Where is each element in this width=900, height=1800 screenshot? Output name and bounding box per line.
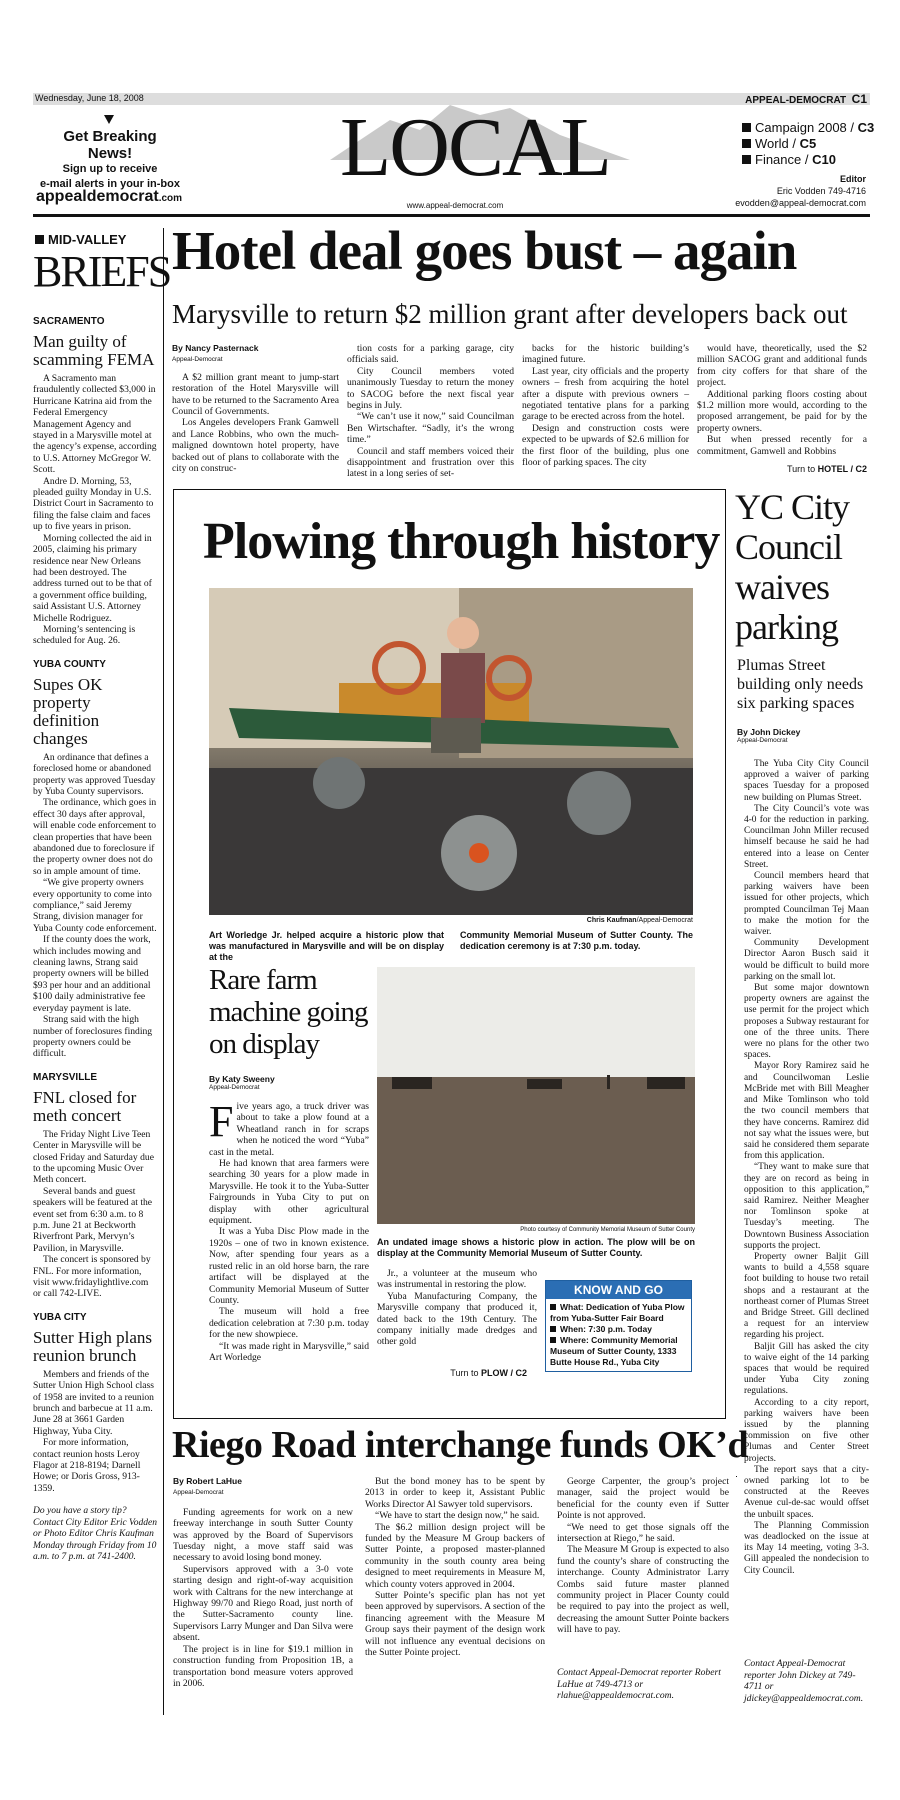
bullet-square-icon: [550, 1326, 556, 1332]
hotel-paragraph: “We can’t use it now,” said Councilman Ben Wirtschafter. “Sadly, it’s the wrong time.”: [347, 411, 514, 446]
plow-photo: [209, 588, 693, 915]
know-and-go-label: Where:: [560, 1335, 592, 1345]
index-page: C5: [799, 136, 817, 151]
index-label: Finance /: [755, 152, 809, 167]
brief-item: [33, 1312, 157, 1494]
riego-paragraph: Funding agreements for work on a new freeway interchange in south Sutter County was approved by the Board of Supervisors Tuesday night, a move staff said was necessary to avoid losing bond money.: [173, 1506, 353, 1564]
yc-paragraph: The Yuba City City Council approved a waiver of parking spaces Tuesday for a proposed new building on Plumas Street.: [744, 759, 869, 803]
hotel-paragraph: Design and construction costs were expected to be upwards of $2.6 million for the first floor of the building, plus one floor of parking spaces. The city: [522, 422, 689, 469]
riego-paragraph: The $6.2 million design project will be funded by the Measure M Group backers of Sutter Pointe, a proposed master-planned community in the south county area being designed to meet requirements in Measure M, which county voters approved in 2004.: [365, 1521, 545, 1590]
page-number: C1: [851, 92, 867, 106]
hotel-paragraph: A $2 million grant meant to jump-start restoration of the Hotel Marysville will have to be returned to the Sacramento Area Council of Governments.: [172, 371, 339, 418]
riego-byline: By Robert LaHue Appeal-Democrat: [173, 1476, 353, 1499]
breaking-news-promo: [40, 128, 180, 192]
story-tip-note: Do you have a story tip? Contact City Editor Eric Vodden or Photo Editor Chris Kaufman Monday through Friday from 10 a.m. to 7 p.m. at 741-2400.: [33, 1506, 158, 1563]
yc-paragraph: The City Council’s vote was 4-0 for the reduction in parking. Councilman John Miller recused himself because he said he had entered into a lease on Center Street.: [744, 803, 869, 870]
bullet-square-icon: [550, 1337, 556, 1343]
editor-info: [726, 173, 866, 209]
index-label: Campaign 2008 /: [755, 120, 855, 135]
brief-paragraph: The Friday Night Live Teen Center in Marysville will be closed Friday and Saturday due to the upcoming Music Over Meth concert.: [33, 1128, 154, 1186]
brief-headline: Sutter High plans reunion brunch: [33, 1327, 152, 1365]
section-title: LOCAL: [340, 101, 610, 194]
hotel-col-4: [697, 343, 867, 457]
brief-paragraph: “We give property owners every opportunity to come into compliance,” said Jeremy Strang, division manager for Yuba County code enforcement.: [33, 877, 157, 934]
riego-paragraph: But the bond money has to be spent by 2013 in order to keep it, Assistant Public Works Director Al Sawyer told supervisors.: [365, 1476, 545, 1510]
hotel-deck: Marysville to return $2 million grant after developers back out: [172, 299, 848, 329]
plow-paragraph: He had known that area farmers were searching 30 years for a plow made in Marysville. He took it to the Yuba-Sutter Fairgrounds in Yuba City to put on display with other agricultural equipment.: [209, 1158, 369, 1227]
bullet-square-icon: [742, 139, 751, 148]
know-and-go-text: Dedication of Yuba Plow from Yuba-Sutter Fair Board: [550, 1302, 685, 1323]
byline-org: Appeal-Democrat: [209, 1084, 260, 1091]
brief-headline: FNL closed for meth concert: [33, 1087, 137, 1125]
jump-target: PLOW / C2: [480, 1368, 527, 1378]
editor-name: Eric Vodden 749-4716: [776, 186, 866, 196]
drop-cap: F: [209, 1097, 234, 1146]
briefs-kicker: [35, 232, 126, 247]
hotel-col-1: [172, 343, 339, 474]
index-item: [742, 152, 874, 168]
brief-paragraph: Several bands and guest speakers will be featured at the event set from 6:30 a.m. to 8 p.m. June 21 at Beckworth Riverfront Park, Mervyn’s Pavilion, in Marysville.: [33, 1185, 153, 1254]
hotel-paragraph: would have, theoretically, used the $2 million SACOG grant and additional funds from city coffers for that share of the project.: [697, 343, 867, 389]
hotel-paragraph: City Council members voted unanimously Tuesday to return the money to SACOG before the next fiscal year begins in July.: [347, 365, 514, 412]
plow-jump: [377, 1368, 527, 1378]
hotel-headline: Hotel deal goes bust – again: [172, 220, 797, 281]
plow-caption-right: Community Memorial Museum of Sutter County. The dedication ceremony is at 7:30 p.m. today.: [460, 930, 693, 951]
yc-headline: YC City Council waives parking: [735, 487, 850, 647]
know-and-go-label: What:: [560, 1302, 586, 1312]
hotel-col-3: [522, 343, 689, 468]
brief-paragraph: The concert is sponsored by FNL. For more information, visit www.fridaylightlive.com or call 742-LIVE.: [33, 1254, 151, 1300]
brief-item: [33, 659, 157, 1060]
plow-continued: [377, 1268, 537, 1348]
bullet-square-icon: [742, 155, 751, 164]
plow-byline: By Katy Sweeny Appeal-Democrat: [209, 1074, 369, 1091]
plow-paragraph: Yuba Manufacturing Company, the Marysville company that produced it, dated back to the 19th Century. The company initially made dredges and other gold: [377, 1290, 537, 1348]
know-and-go-text: 7:30 p.m. Today: [588, 1324, 652, 1334]
briefs-kicker-text: MID-VALLEY: [48, 232, 127, 247]
issue-date: Wednesday, June 18, 2008: [35, 93, 144, 103]
bullet-square-icon: [742, 123, 751, 132]
hotel-col-2: [347, 343, 514, 480]
brief-location: SACRAMENTO: [33, 316, 105, 327]
brief-paragraph: For more information, contact reunion hosts Leroy Flagor at 218-8194; Darnell Howe; or Doris Gross, 913-1359.: [33, 1437, 141, 1494]
hotel-paragraph: tion costs for a parking garage, city officials said.: [347, 343, 514, 366]
page-folio: [745, 92, 867, 106]
riego-paragraph: “We have to start the design now,” he said.: [375, 1510, 540, 1522]
riego-paragraph: “We need to get those signals off the intersection at Riego,” he said.: [557, 1521, 729, 1545]
brief-paragraph: If the county does the work, which includes mowing and cleaning lawns, Strang said property owners will be billed $93 per hour and an additional $100 daily administrative fee everyday payment is late.: [33, 934, 151, 1014]
know-and-go-item: [550, 1302, 687, 1324]
index-label: World /: [755, 136, 796, 151]
yc-paragraph: But some major downtown property owners are against the use permit for the project which proposes a Subway restaurant for one of the three units. There were no plans for the other two spaces.: [744, 983, 869, 1061]
hotel-paragraph: Additional parking floors costing about $1.2 million more would, according to the proposed arrangement, be paid for by the property owners.: [697, 388, 867, 434]
index-item: [742, 136, 874, 152]
brief-paragraph: Andre D. Morning, 53, pleaded guilty Monday in U.S. District Court in Sacramento to filing the false claim and faces up to five years in prison.: [33, 475, 154, 533]
riego-headline: Riego Road interchange funds OK’d: [172, 1424, 749, 1466]
riego-col-2: [365, 1476, 545, 1659]
plow-paragraph: Jr., a volunteer at the museum who was instrumental in restoring the plow.: [377, 1268, 537, 1291]
yc-paragraph: Baljit Gill has asked the city to waive eight of the 14 parking spaces that would be required under Yuba City zoning regulations.: [744, 1341, 869, 1397]
know-and-go-box: [545, 1280, 692, 1372]
yc-paragraph: Property owner Baljit Gill wants to build a 4,558 square foot building to house two retail shops and a restaurant at the northeast corner of Plumas Street and Bridge Street. Gill declined a request for an interview regarding his project.: [744, 1251, 869, 1341]
plow-headline: Plowing through history: [203, 513, 720, 570]
plow-paragraph: “It was made right in Marysville,” said Art Worledge: [209, 1340, 369, 1363]
yc-contact: Contact Appeal-Democrat reporter John Dickey at 749-4711 or jdickey@appealdemocrat.com.: [744, 1658, 864, 1704]
yc-paragraph: Council members heard that parking waivers have been issued for other projects, which prompted Councilman Tej Maan to make the motion for the waiver.: [744, 871, 869, 938]
arrow-down-icon: [104, 115, 114, 124]
index-page: C3: [857, 120, 875, 135]
yc-paragraph: Mayor Rory Ramirez said he and Councilwoman Leslie McBride met with Bill Meagher and Mike Tomlinson who told the two council members that they have concerns. Ramirez did not say what the issues were, but said he considered them separate from this application.: [744, 1061, 869, 1162]
brief-paragraph: Morning’s sentencing is scheduled for Aug. 26.: [33, 623, 136, 647]
editor-title: Editor: [840, 174, 866, 184]
brand-suffix: .com: [158, 193, 183, 204]
hotel-jump: [697, 464, 867, 474]
section-index: [742, 120, 874, 168]
yc-paragraph: “They want to make sure that they are on record as being in opposition to this application,” said Ramirez. Neither Meagher nor Tomlinson spoke at Tuesday’s meeting. The Downtown Business Association supports the project.: [744, 1162, 869, 1251]
riego-col-1: [173, 1476, 353, 1689]
hotel-paragraph: Los Angeles developers Frank Gamwell and Lance Robbins, who own the much-maligned downtown hotel property, have backed out of plans to collaborate with the city on construc-: [172, 417, 339, 475]
promo-title: Get Breaking News!: [63, 128, 157, 162]
plow-lead: ive years ago, a truck driver was about to take a plow found at a Wheatland ranch in for scraps when he noticed the word “Yuba” cast in the metal.: [209, 1101, 369, 1158]
paper-name: APPEAL-DEMOCRAT: [745, 95, 847, 106]
promo-line-2: e-mail alerts in your in-box: [40, 178, 180, 190]
editor-email: evodden@appeal-democrat.com: [735, 198, 866, 208]
plow-paragraph: It was a Yuba Disc Plow made in the 1920s – one of two in known existence. Now, after spending four years as a rusted relic in an old horse barn, the rare artifact will be displayed at the Community Memorial Museum of Sutter County.: [209, 1226, 369, 1306]
brief-location: MARYSVILLE: [33, 1071, 98, 1083]
plow-photo-illustration: [209, 588, 693, 915]
website-url: www.appeal-democrat.com: [406, 201, 504, 210]
hotel-paragraph: backs for the historic building’s imagined future.: [522, 343, 689, 366]
brief-paragraph: Morning collected the aid in 2005, claiming his primary residence near New Orleans had been destroyed. The address turned out to be that of a government office building, said Assistant U.S. Attorney Michelle Rodriguez.: [33, 532, 152, 624]
brief-paragraph: The ordinance, which goes in effect 30 days after approval, will enable code enforcement to clean properties that have been abandoned due to foreclosure if the property owner does not do so in ample amount of time.: [33, 797, 157, 877]
know-and-go-text: Community Memorial Museum of Sutter County, 1333 Butte House Rd., Yuba City: [550, 1335, 678, 1367]
brief-headline: Man guilty of scamming FEMA: [33, 332, 155, 369]
yc-deck: Plumas Street building only needs six parking spaces: [737, 657, 864, 712]
brief-item: [33, 1072, 157, 1300]
yc-paragraph: The Planning Commission was deadlocked on the issue at its May 14 meeting, voting 3-3. Gill appealed the nondecision to City Council.: [744, 1520, 869, 1576]
brief-location: YUBA COUNTY: [33, 658, 106, 670]
brief-paragraph: Members and friends of the Sutter Union High School class of 1958 are invited to a reunion brunch and barbecue at 11 a.m. June 28 at 3661 Garden Highway, Yuba City.: [33, 1368, 154, 1437]
brief-headline: Supes OK property definition changes: [33, 674, 103, 748]
bullet-square-icon: [35, 235, 44, 244]
briefs-column: [33, 316, 157, 1564]
know-and-go-item: [550, 1335, 687, 1368]
riego-paragraph: Supervisors approved with a 3-0 vote starting design and right-of-way acquisition work with Caltrans for the new interchange at Highway 99/70 and Riego Road, just north of the Sutter-Sacramento county line. Supervisors Larry Munger and Dan Silva were absent.: [173, 1563, 353, 1644]
brief-paragraph: A Sacramento man fraudulently collected $3,000 in Hurricane Katrina aid from the Federal Emergency Management Agency and stayed in a Marysville motel at the agency’s expense, according to U.S. Attorney McGregor W. Scott.: [33, 373, 157, 476]
plow-caption-left: Art Worledge Jr. helped acquire a historic plow that was manufactured in Marysville and will be on display at the: [209, 930, 444, 962]
riego-paragraph: George Carpenter, the group’s project manager, said the project would be beneficial for the county even if Sutter Pointe is not approved.: [557, 1476, 729, 1522]
index-item: [742, 120, 874, 136]
know-and-go-item: [550, 1324, 687, 1335]
know-and-go-details: [546, 1299, 691, 1371]
riego-paragraph: The Measure M Group is expected to also fund the county’s share of constructing the interchange. County Administrator Larry Combs said future master planned community project in Placer County could be required to pay into the project as well, decreasing the amount Sutter Pointe backers will have to pay.: [557, 1544, 729, 1636]
riego-paragraph: The project is in line for $19.1 million in construction funding from Proposition 1B, a transportation bond measure voters approved in 2006.: [173, 1643, 353, 1689]
plow-story: [209, 964, 369, 1363]
jump-target: HOTEL / C2: [817, 464, 867, 474]
byline-org: Appeal-Democrat: [737, 737, 788, 744]
yc-paragraph: According to a city report, parking waivers have been issued by the planning commission on five other Plumas and Center Street projects.: [744, 1397, 869, 1464]
brief-paragraph: Strang said with the high number of foreclosures finding property owners could be difficult.: [33, 1014, 153, 1060]
bullet-square-icon: [550, 1304, 556, 1310]
plow-paragraph: The museum will hold a free dedication celebration at 7:30 p.m. today for the new showpiece.: [209, 1306, 369, 1341]
header-rule: [33, 214, 870, 217]
brand-name: appealdemocrat: [36, 188, 159, 205]
hotel-paragraph: Last year, city officials and the property owners – fresh from acquiring the hotel after a dispute with previous owners – negotiated tentative plans for a parking garage to be erected across from the hotel.: [522, 365, 689, 423]
plow-body: [209, 1097, 369, 1363]
byline-org: Appeal-Democrat: [172, 356, 223, 364]
brief-paragraph: An ordinance that defines a foreclosed home or abandoned property was approved Tuesday by Yuba County supervisors.: [33, 751, 156, 797]
briefs-title: BRIEFS: [33, 247, 171, 296]
promo-line-1: Sign up to receive: [62, 163, 158, 175]
hotel-paragraph: But when pressed recently for a commitment, Gamwell and Robbins: [697, 434, 867, 457]
historic-plow-photo: [377, 967, 695, 1224]
brief-location: YUBA CITY: [33, 1311, 87, 1323]
hotel-paragraph: Council and staff members voiced their disappointment and frustration over this latest in a long series of set-: [347, 445, 514, 480]
byline: By Nancy Pasternack Appeal-Democrat: [172, 343, 339, 366]
byline-org: Appeal-Democrat: [173, 1489, 224, 1497]
know-and-go-title: KNOW AND GO: [546, 1281, 691, 1299]
yc-paragraph: Community Development Director Aaron Busch said it would be difficult to build more parking on the small lot.: [744, 938, 869, 982]
jump-prefix: Turn to: [450, 1368, 481, 1378]
yc-body: [744, 759, 869, 1577]
historic-photo-credit: Photo courtesy of Community Memorial Museum of Sutter County: [520, 1227, 695, 1233]
plow-subhead: Rare farm machine going on display: [209, 964, 368, 1060]
yc-byline: By John Dickey Appeal-Democrat: [737, 727, 801, 744]
historic-plow-illustration: [377, 967, 695, 1224]
plow-photo-credit: Chris Kaufman/Appeal-Democrat: [586, 917, 693, 924]
historic-photo-caption: An undated image shows a historic plow in action. The plow will be on display at the Community Memorial Museum of Sutter County.: [377, 1237, 695, 1258]
yc-paragraph: The report says that a city-owned parking lot to be constructed at the Reeves Avenue cul-de-sac would offset the unbuilt spaces.: [744, 1464, 869, 1520]
riego-contact: Contact Appeal-Democrat reporter Robert LaHue at 749-4713 or rlahue@appealdemocrat.com.: [557, 1667, 721, 1701]
jump-prefix: Turn to: [786, 464, 818, 474]
riego-paragraph: Sutter Pointe’s specific plan has not yet been approved by supervisors. A section of the financing agreement with the Measure M Group says their payment of the design work will not influence any eventual decisions on the Sutter Pointe project.: [365, 1590, 545, 1659]
riego-col-3: [557, 1476, 729, 1636]
index-page: C10: [812, 152, 836, 167]
spacer: [736, 1476, 737, 1477]
brief-item: [33, 316, 157, 647]
brand-logo: [36, 188, 182, 206]
column-divider: [163, 228, 164, 1715]
know-and-go-label: When:: [560, 1324, 589, 1334]
